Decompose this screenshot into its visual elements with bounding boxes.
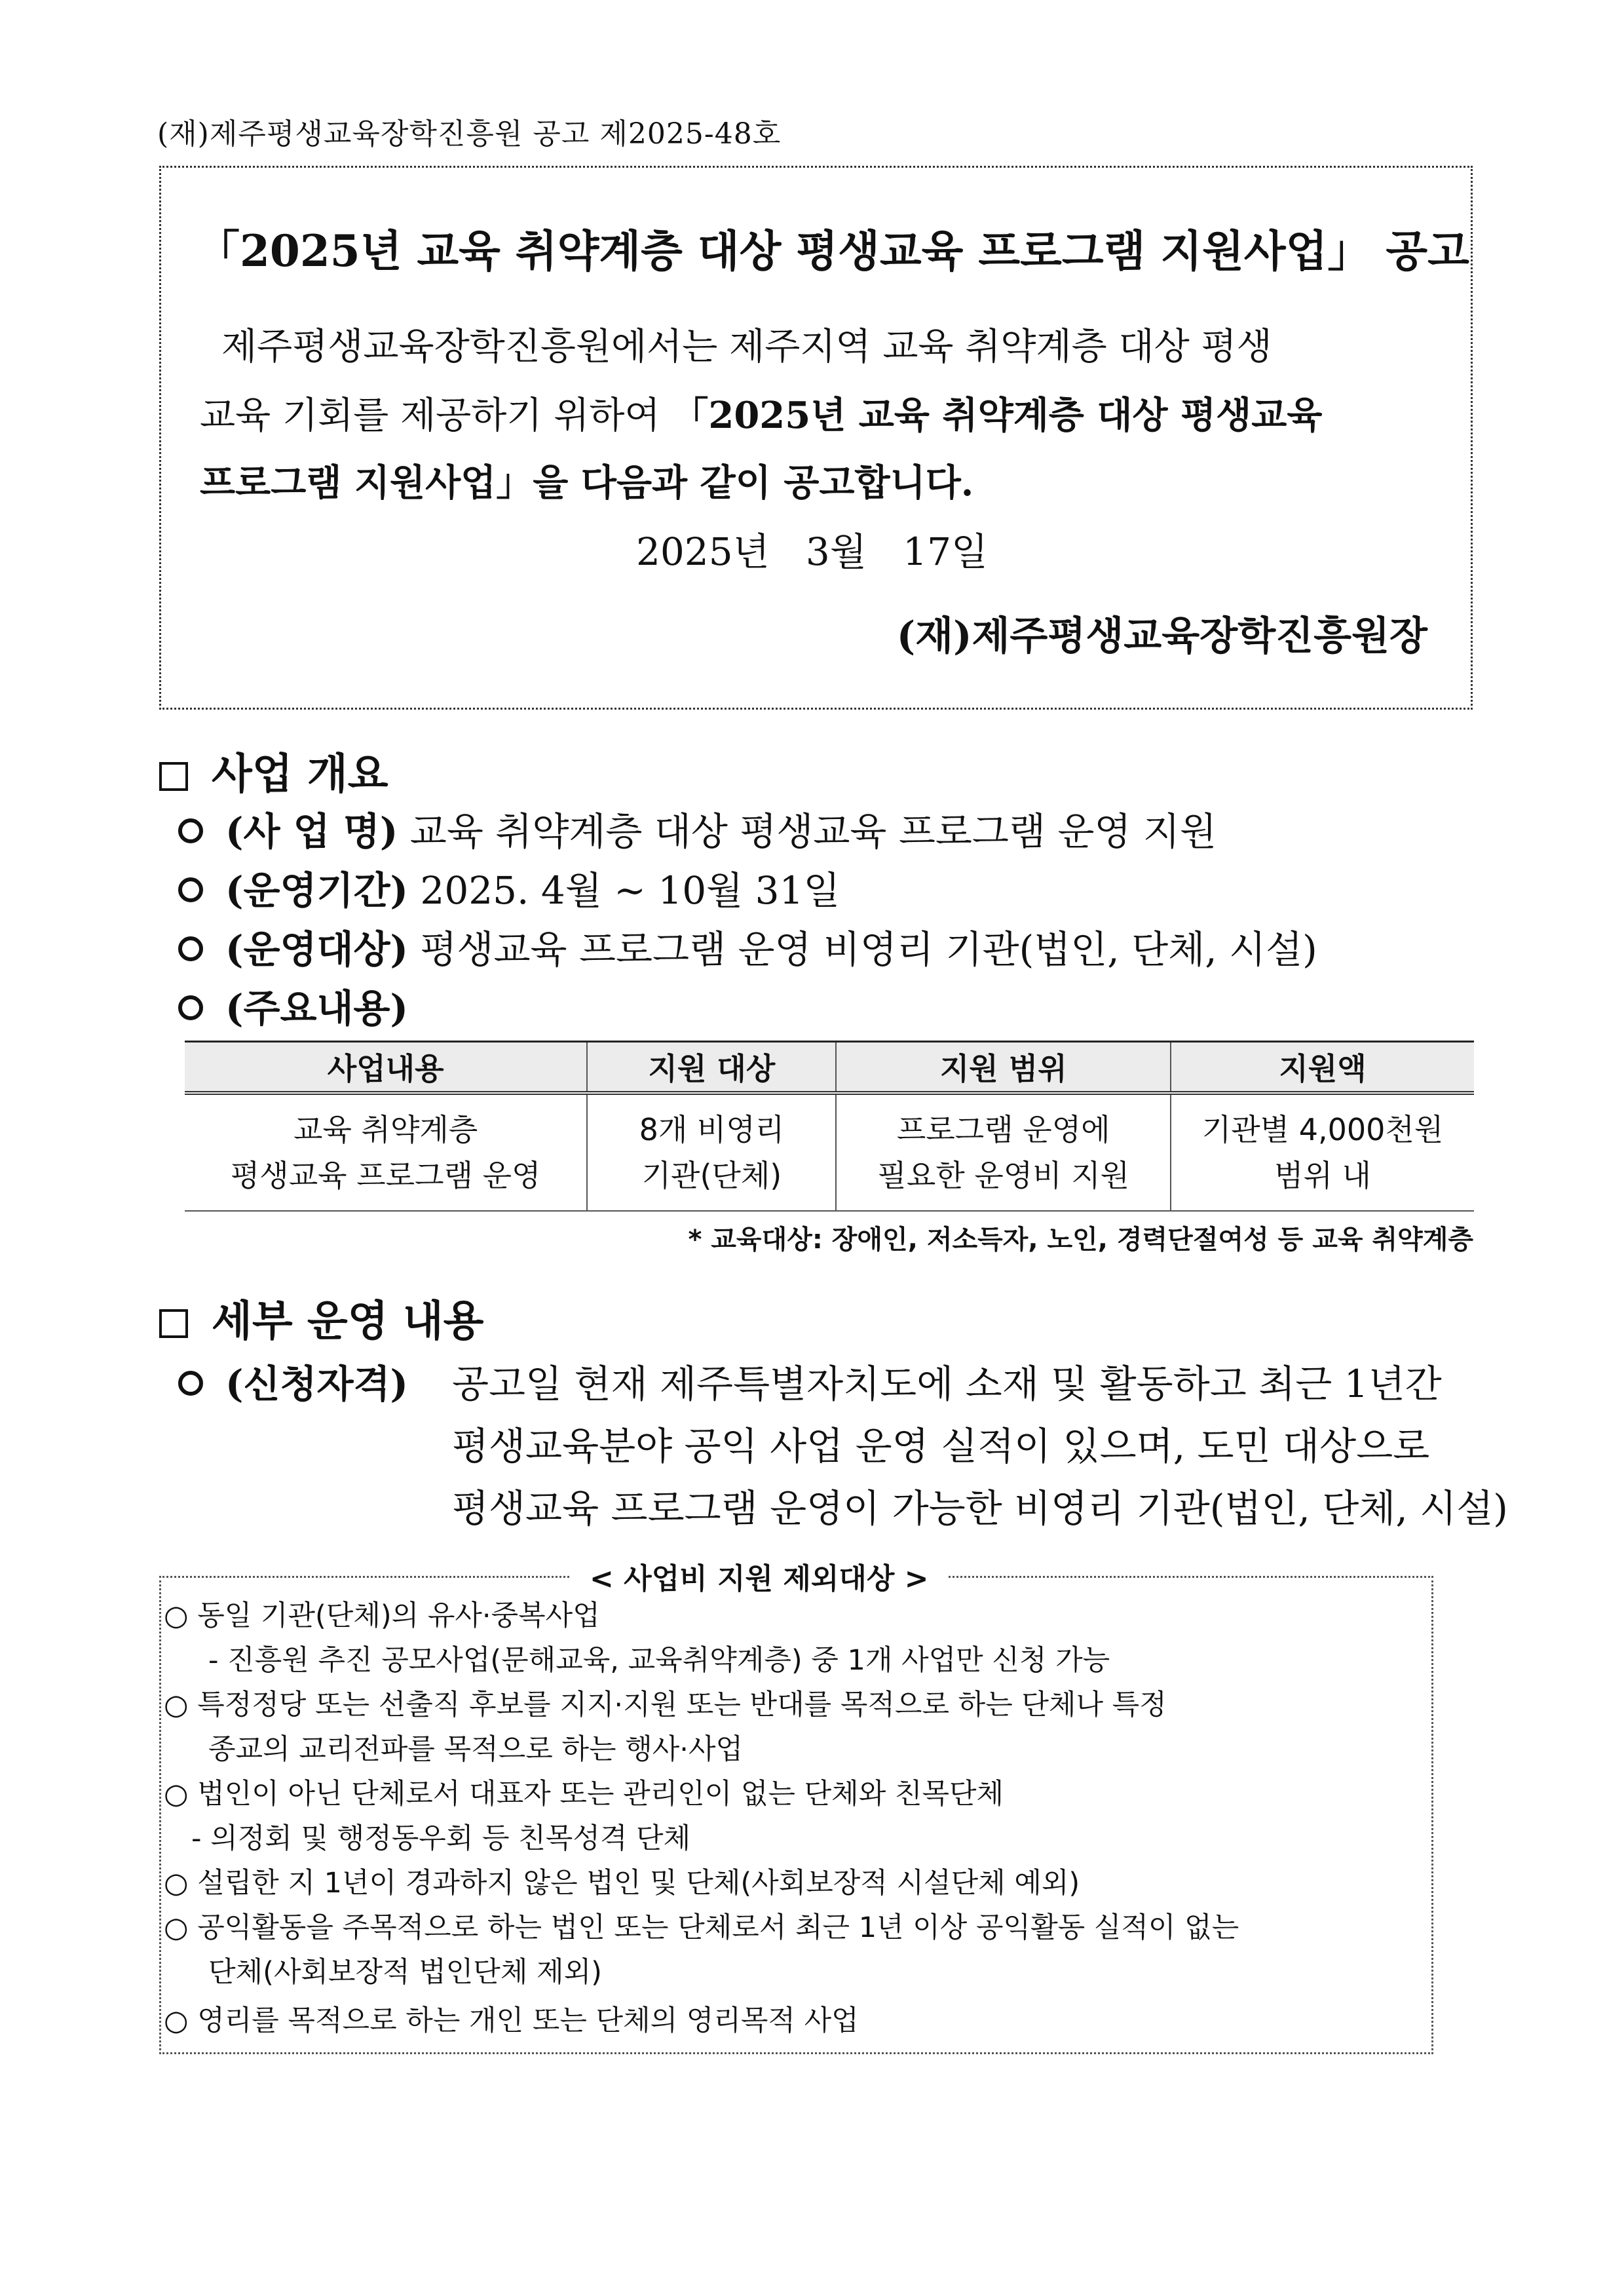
- notice-signature: (재)제주평생교육장학진흥원장: [896, 613, 1427, 659]
- notice-date: 2025년 3월 17일: [635, 529, 988, 574]
- overview-item-label: (운영기간): [225, 868, 408, 913]
- qualification-line-3: 평생교육 프로그램 운영이 가능한 비영리 기관(법인, 단체, 시설): [452, 1486, 1508, 1531]
- qualification-label-text: (신청자격): [225, 1362, 408, 1406]
- table-header-row: [185, 1042, 1474, 1094]
- square-bullet-icon: [159, 762, 188, 791]
- exclusions-title: < 사업비 지원 제외대상 >: [570, 1555, 949, 1597]
- table-cell-line: 기관(단체): [641, 1158, 782, 1193]
- table-cell: [587, 1093, 836, 1211]
- table-cell: [836, 1093, 1171, 1211]
- table-cell-line: 8개 비영리: [639, 1112, 785, 1147]
- table-header-cell: 지원 대상: [587, 1042, 836, 1094]
- notice-body-line-3: 프로그램 지원사업」을 다음과 같이 공고합니다.: [200, 461, 974, 505]
- square-bullet-icon: [159, 1309, 188, 1338]
- table-cell-line: 프로그램 운영에: [896, 1112, 1110, 1147]
- overview-item-period: [178, 860, 840, 915]
- exclusion-line: - 진흥원 추진 공모사업(문해교육, 교육취약계층) 중 1개 사업만 신청 가능: [208, 1644, 1110, 1677]
- overview-item-value: 교육 취약계층 대상 평생교육 프로그램 운영 지원: [398, 809, 1217, 854]
- overview-item-value: 평생교육 프로그램 운영 비영리 기관(법인, 단체, 시설): [408, 927, 1317, 972]
- overview-item-target: [178, 919, 1317, 974]
- exclusion-line: 단체(사회보장적 법인단체 제외): [208, 1956, 602, 1989]
- overview-item-label: (운영대상): [225, 927, 408, 972]
- exclusion-line: ○ 동일 기관(단체)의 유사·중복사업: [164, 1599, 600, 1632]
- circle-bullet-icon: [178, 877, 203, 902]
- details-heading-text: 세부 운영 내용: [212, 1297, 484, 1346]
- exclusion-line: ○ 법인이 아닌 단체로서 대표자 또는 관리인이 없는 단체와 친목단체: [164, 1778, 1004, 1810]
- exclusion-line: 종교의 교리전파를 목적으로 하는 행사·사업: [208, 1733, 744, 1766]
- exclusion-line: ○ 설립한 지 1년이 경과하지 않은 법인 및 단체(사회보장적 시설단체 예외): [164, 1867, 1080, 1900]
- table-cell: [185, 1093, 587, 1211]
- overview-item-content: [178, 978, 408, 1033]
- main-content-table: [185, 1041, 1474, 1212]
- circle-bullet-icon: [178, 936, 203, 961]
- table-header-cell: 사업내용: [185, 1042, 587, 1094]
- circle-bullet-icon: [178, 1371, 203, 1396]
- table-note: * 교육대상: 장애인, 저소득자, 노인, 경력단절여성 등 교육 취약계층: [688, 1225, 1473, 1255]
- qualification-line-2: 평생교육분야 공익 사업 운영 실적이 있으며, 도민 대상으로: [452, 1424, 1430, 1468]
- details-heading: [159, 1288, 484, 1348]
- notice-body-line-2-plain: 교육 기회를 제공하기 위하여: [200, 394, 672, 437]
- qualification-label: [178, 1353, 408, 1408]
- table-cell-line: 교육 취약계층: [293, 1112, 478, 1147]
- notice-body-line-1: 제주평생교육장학진흥원에서는 제주지역 교육 취약계층 대상 평생: [221, 326, 1272, 368]
- table-header-cell: 지원 범위: [836, 1042, 1171, 1094]
- notice-title: 「2025년 교육 취약계층 대상 평생교육 프로그램 지원사업」 공고: [197, 225, 1469, 277]
- table-header-cell: 지원액: [1171, 1042, 1474, 1094]
- table-cell: [1171, 1093, 1474, 1211]
- overview-item-value: 2025. 4월 ~ 10월 31일: [408, 868, 840, 913]
- table-cell-line: 평생교육 프로그램 운영: [230, 1158, 541, 1193]
- exclusion-line: ○ 영리를 목적으로 하는 개인 또는 단체의 영리목적 사업: [164, 2004, 859, 2037]
- overview-heading-text: 사업 개요: [212, 750, 388, 799]
- overview-item-label: (사 업 명): [225, 809, 398, 854]
- circle-bullet-icon: [178, 818, 203, 843]
- exclusion-line: - 의정회 및 행정동우회 등 친목성격 단체: [191, 1822, 691, 1855]
- table-cell-line: 기관별 4,000천원: [1201, 1112, 1444, 1147]
- overview-item-label: (주요내용): [225, 986, 408, 1031]
- qualification-line-1: 공고일 현재 제주특별자치도에 소재 및 활동하고 최근 1년간: [452, 1362, 1442, 1406]
- exclusion-line: ○ 특정정당 또는 선출직 후보를 지지·지원 또는 반대를 목적으로 하는 단체나 특정: [164, 1689, 1167, 1721]
- overview-item-name: [178, 801, 1217, 856]
- table-cell-line: 필요한 운영비 지원: [877, 1158, 1130, 1193]
- notice-number: (재)제주평생교육장학진흥원 공고 제2025-48호: [157, 117, 782, 151]
- exclusion-line: ○ 공익활동을 주목적으로 하는 법인 또는 단체로서 최근 1년 이상 공익활동 실적이 없는: [164, 1911, 1239, 1944]
- table-row: [185, 1093, 1474, 1211]
- notice-body-line-2: [200, 387, 1322, 439]
- circle-bullet-icon: [178, 995, 203, 1020]
- overview-heading: [159, 740, 388, 801]
- table-cell-line: 범위 내: [1274, 1158, 1371, 1193]
- notice-body-line-2-bold: 「2025년 교육 취약계층 대상 평생교육: [671, 394, 1323, 437]
